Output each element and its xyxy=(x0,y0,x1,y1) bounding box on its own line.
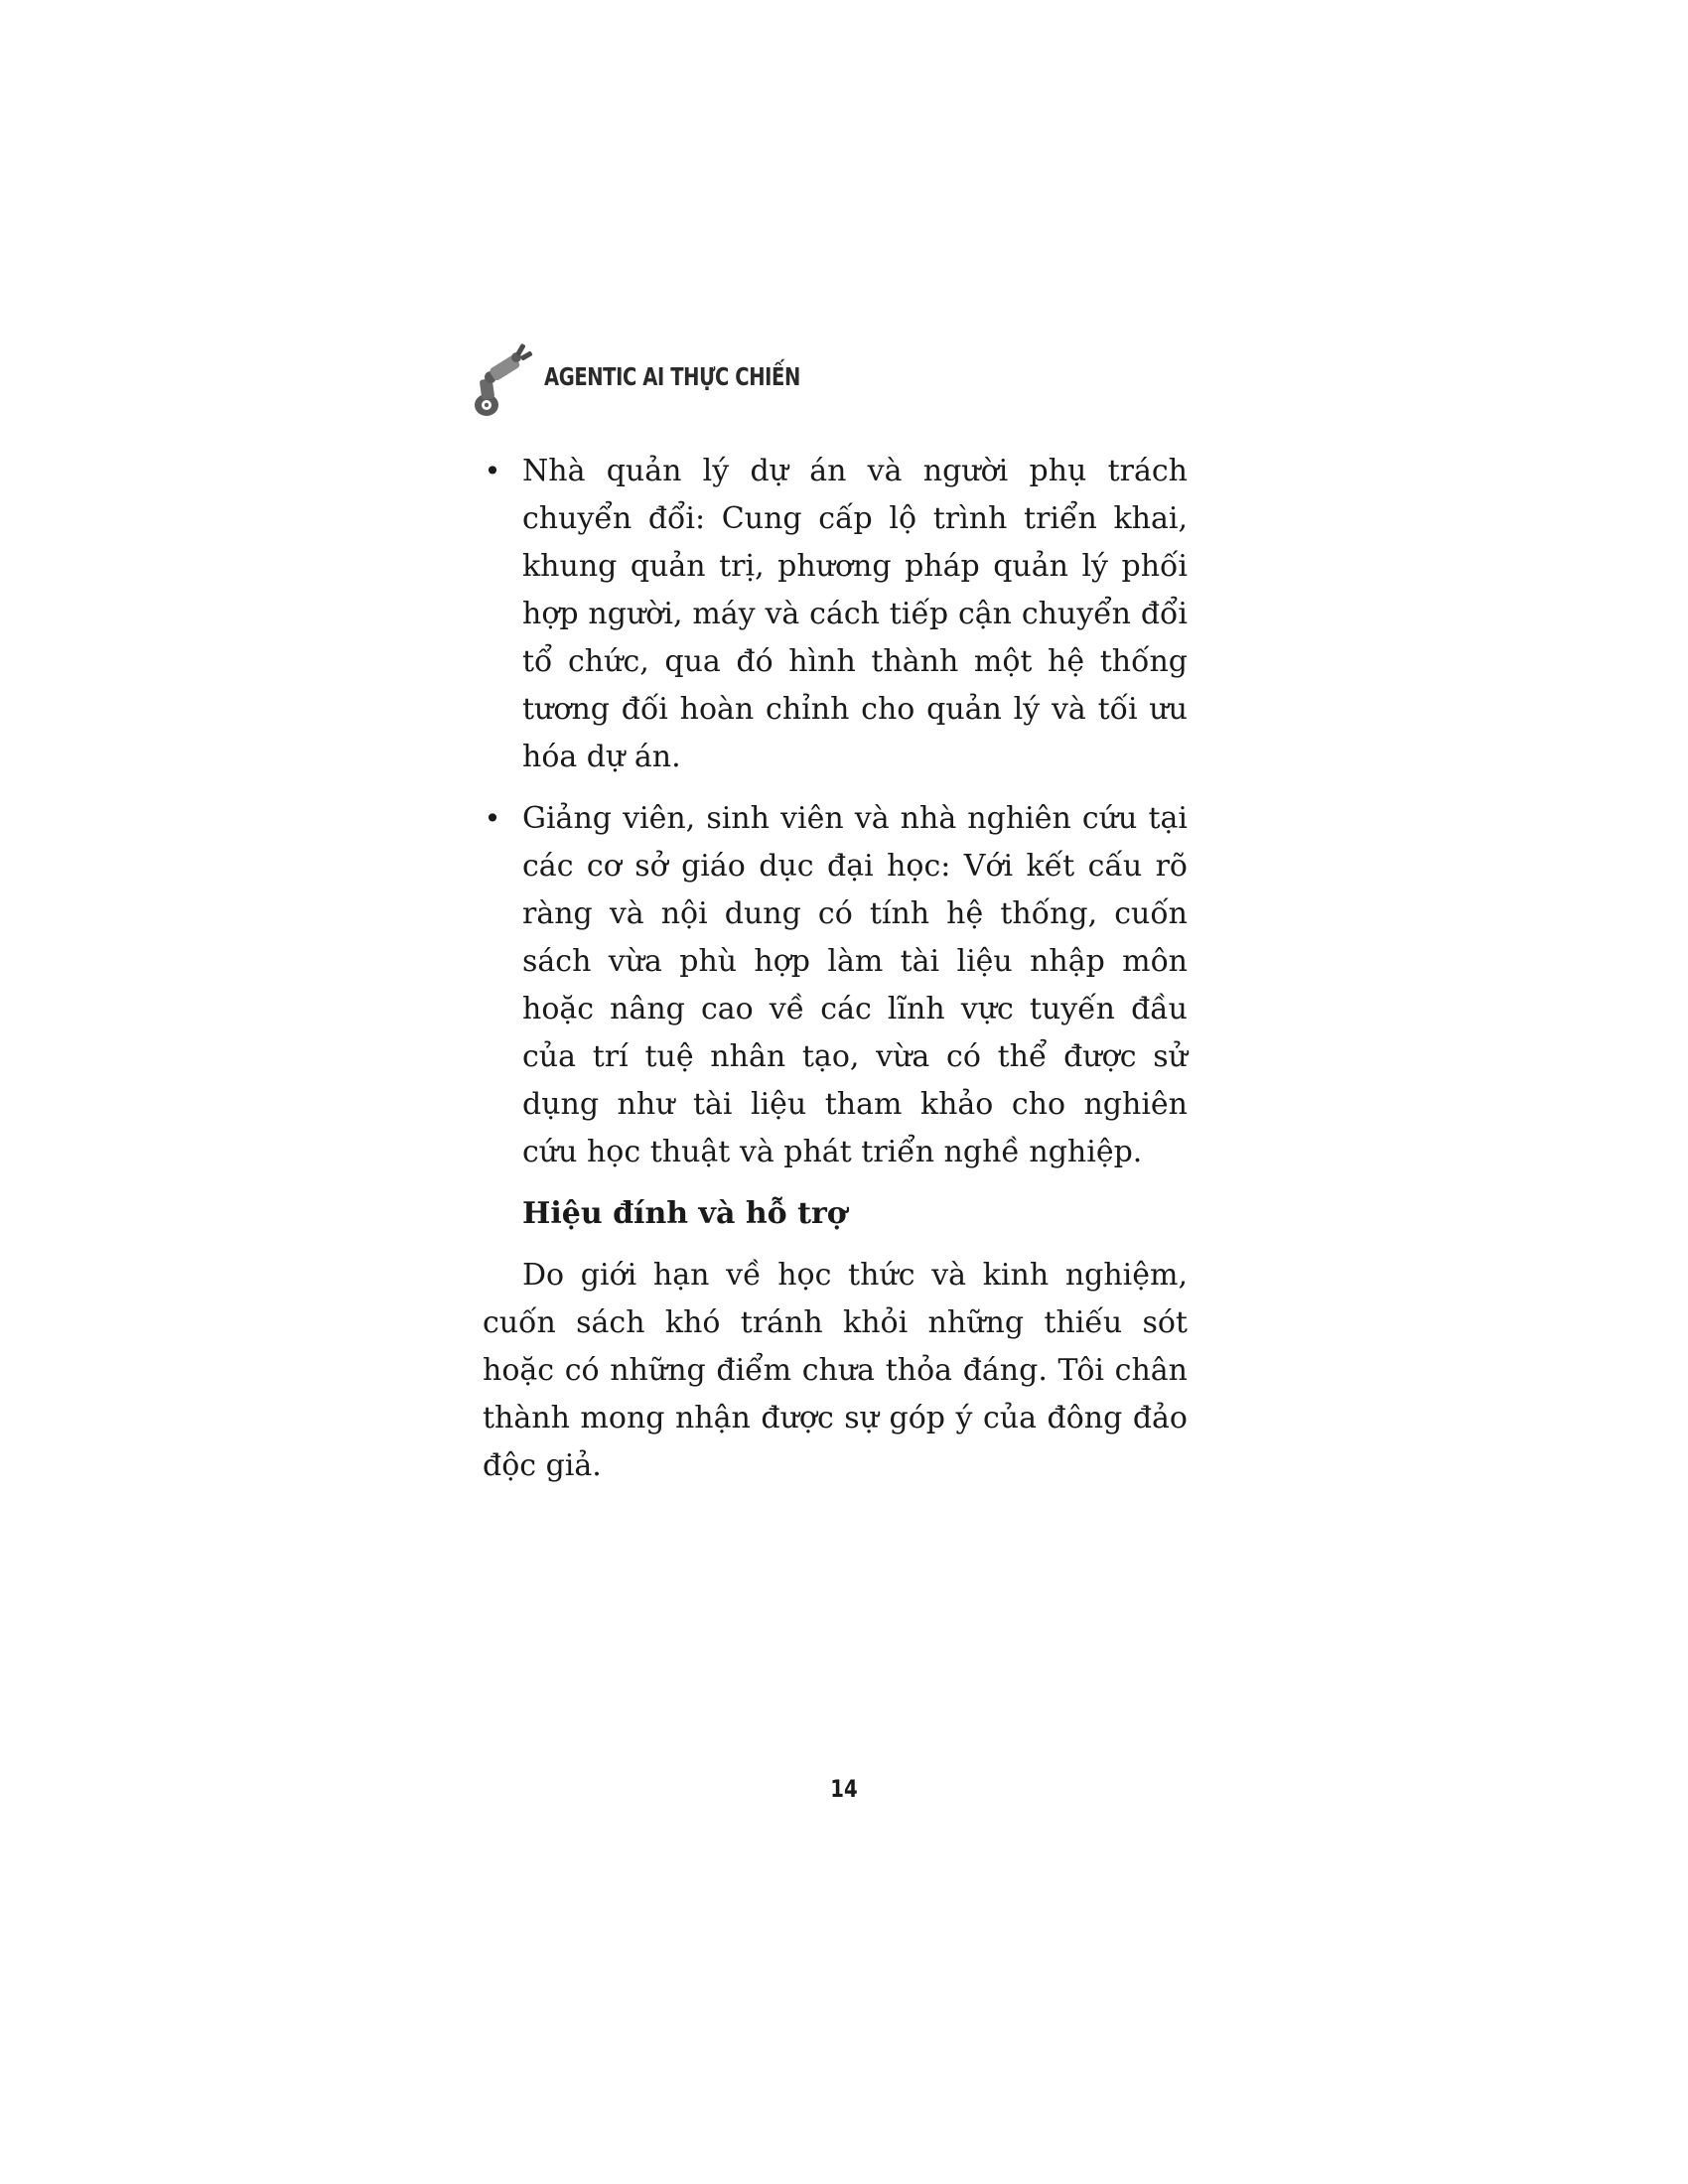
audience-bullet-list xyxy=(483,448,1188,1176)
section-heading: Hiệu đính và hỗ trợ xyxy=(522,1196,847,1231)
page-number: 14 xyxy=(830,1775,858,1803)
bullet-text: Giảng viên, sinh viên và nhà nghiên cứu tại các cơ sở giáo dục đại học: Với kết cấu rõ ràng và nội dung có tính hệ thống, cuốn sách vừa phù hợp làm tài liệu nhập môn hoặc nâng cao về các lĩnh vực tuyến đầu của trí tuệ nhân tạo, vừa có thể được sử dụng như tài liệu tham khảo cho nghiên cứu học thuật và phát triển nghề nghiệp. xyxy=(522,801,1188,1169)
list-item xyxy=(483,795,1188,1176)
bullet-marker: • xyxy=(484,455,501,487)
page-content xyxy=(483,448,1188,1490)
bullet-text: Nhà quản lý dự án và người phụ trách chuyển đổi: Cung cấp lộ trình triển khai, khung quản trị, phương pháp quản lý phối hợp người, máy và cách tiếp cận chuyển đổi tổ chức, qua đó hình thành một hệ thống tương đối hoàn chỉnh cho quản lý và tối ưu hóa dự án. xyxy=(522,454,1188,774)
book-title-header: AGENTIC AI THỰC CHIẾN xyxy=(544,361,800,391)
robot-arm-icon xyxy=(469,340,538,419)
running-header xyxy=(469,340,873,419)
bullet-marker: • xyxy=(484,802,501,835)
list-item xyxy=(483,448,1188,781)
body-paragraph: Do giới hạn về học thức và kinh nghiệm, cuốn sách khó tránh khỏi những thiếu sót hoặc có những điểm chưa thỏa đáng. Tôi chân thành mong nhận được sự góp ý của đông đảo độc giả. xyxy=(483,1258,1188,1483)
